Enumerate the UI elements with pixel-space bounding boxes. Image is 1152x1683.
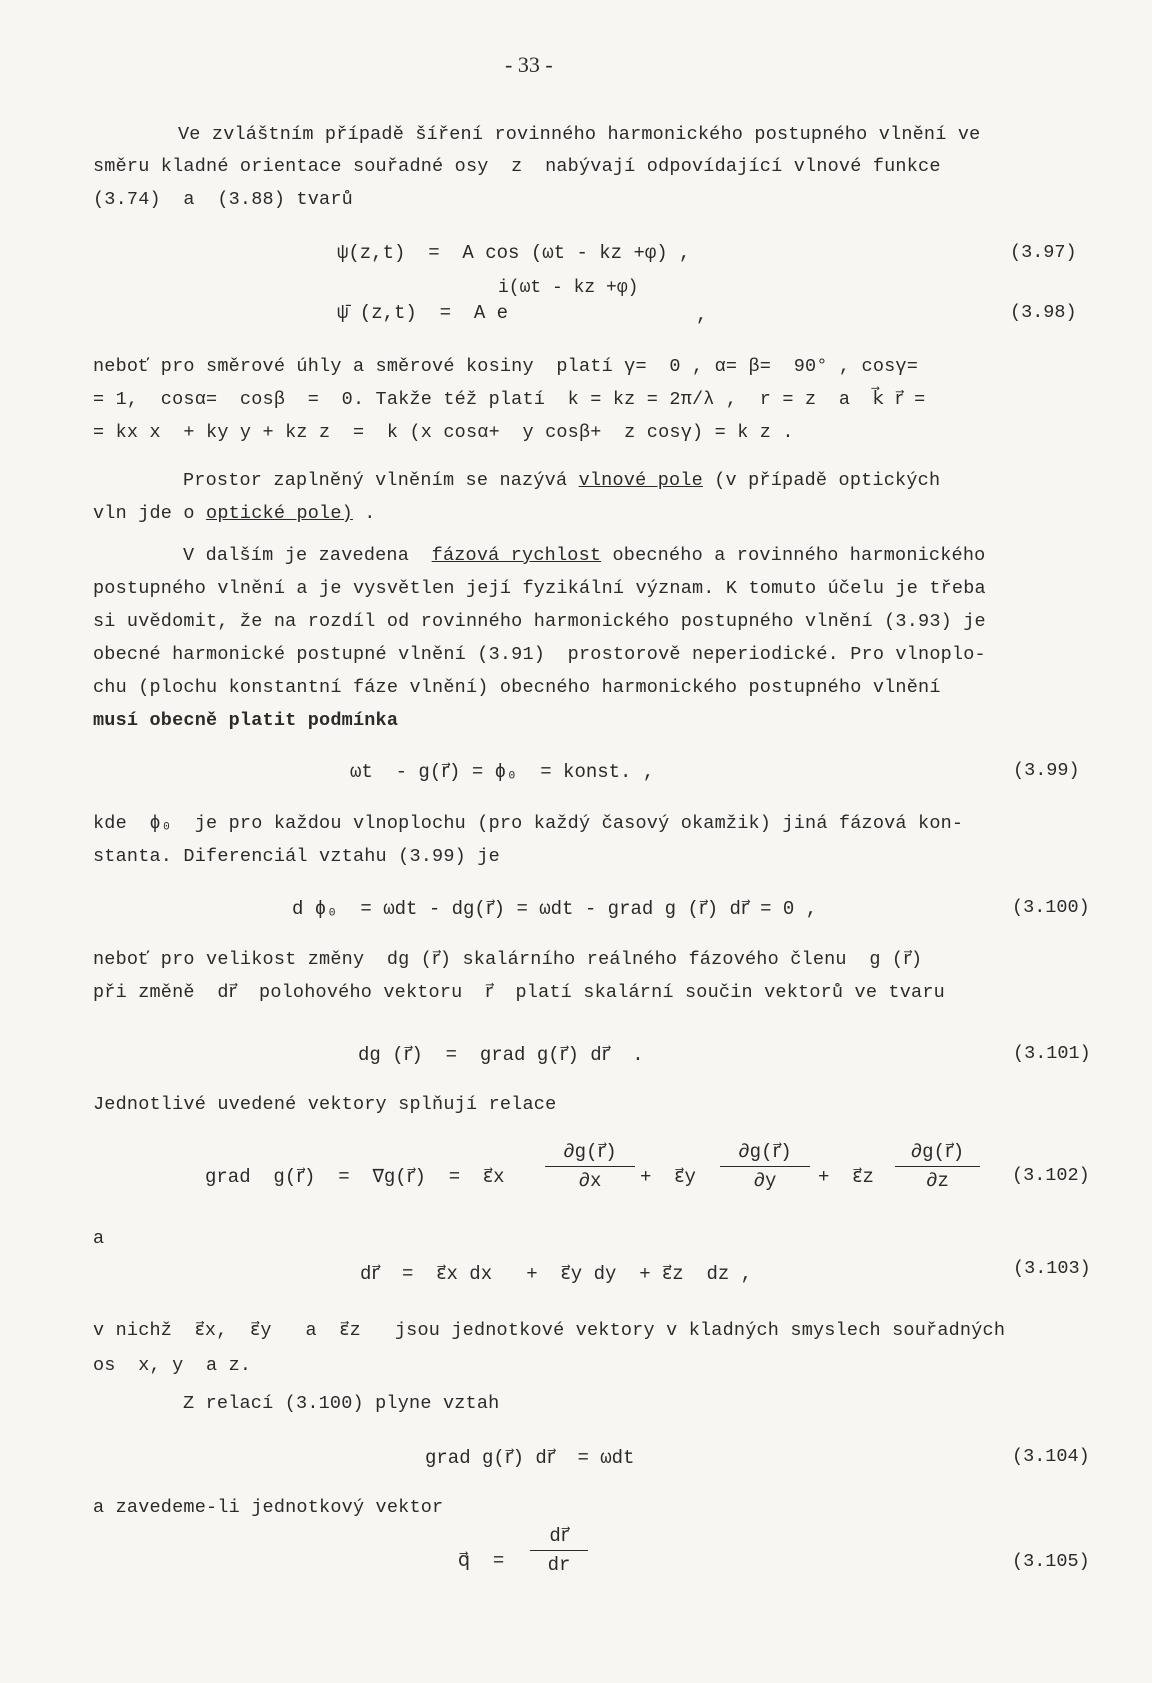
equation-3-102-plus-z: + ε⃗z (818, 1166, 874, 1188)
para10: a zavedeme-li jednotkový vektor (93, 1497, 444, 1518)
term-optical-field: optické pole) (206, 503, 353, 524)
fraction-dg-dx: ∂g(r⃗) ∂x (545, 1140, 635, 1192)
page-number: - 33 - (505, 52, 553, 77)
equation-label-3-97: (3.97) (1010, 242, 1077, 263)
equation-3-102-plus-y: + ε⃗y (640, 1166, 696, 1188)
para5-line2: stanta. Diferenciál vztahu (3.99) je (93, 846, 500, 867)
equation-3-100: d ϕ₀ = ωdt - dg(r⃗) = ωdt - grad g (r⃗) dr⃗ = 0 , (292, 898, 818, 920)
equation-3-105-lhs: q⃗ = (458, 1550, 505, 1572)
para7: Jednotlivé uvedené vektory splňují relace (93, 1094, 557, 1115)
term-wave-field: vlnové pole (578, 470, 703, 491)
fraction-dg-dz: ∂g(r⃗) ∂z (895, 1140, 980, 1192)
equation-label-3-98: (3.98) (1010, 302, 1077, 323)
para3-line2: vln jde o optické pole) . (93, 503, 376, 524)
para4-line1: V dalším je zavedena fázová rychlost obecného a rovinného harmonického (183, 545, 986, 566)
equation-label-3-104: (3.104) (1012, 1446, 1090, 1467)
equation-label-3-102: (3.102) (1012, 1165, 1090, 1186)
para8-line2: os x, y a z. (93, 1355, 252, 1376)
equation-3-99: ωt - g(r⃗) = ϕ₀ = konst. , (350, 761, 655, 783)
equation-label-3-100: (3.100) (1012, 897, 1090, 918)
para1-line1: Ve zvláštním případě šíření rovinného harmonického postupného vlnění ve (178, 124, 981, 145)
equation-3-103: dr⃗ = ε⃗x dx + ε⃗y dy + ε⃗z dz , (360, 1263, 753, 1285)
para6-line1: neboť pro velikost změny dg (r⃗) skalárního reálného fázového členu g (r⃗) (93, 949, 923, 970)
equation-label-3-99: (3.99) (1013, 760, 1080, 781)
equation-3-97: ψ(z,t) = A cos (ωt - kz +φ) , (337, 242, 691, 264)
term-phase-velocity: fázová rychlost (431, 545, 602, 566)
para4-line5: chu (plochu konstantní fáze vlnění) obecného harmonického postupného vlnění (93, 677, 941, 698)
para4-line6: musí obecně platit podmínka (93, 710, 399, 731)
para5-line1: kde ϕ₀ je pro každou vlnoplochu (pro každý časový okamžik) jiná fázová kon- (93, 813, 964, 834)
equation-label-3-101: (3.101) (1013, 1043, 1091, 1064)
equation-3-104: grad g(r⃗) dr⃗ = ωdt (425, 1447, 635, 1469)
equation-label-3-103: (3.103) (1013, 1258, 1091, 1279)
para8-line1: v nichž ε⃗x, ε⃗y a ε⃗z jsou jednotkové vektory v kladných smyslech souřadných (93, 1320, 1006, 1341)
para4-line4: obecné harmonické postupné vlnění (3.91) prostorově neperiodické. Pro vlnoplo- (93, 644, 986, 665)
equation-3-98-exponent: i(ωt - kz +φ) (498, 278, 639, 298)
para9: Z relací (3.100) plyne vztah (183, 1393, 500, 1414)
equation-3-102-lhs: grad g(r⃗) = ∇g(r⃗) = ε⃗x (205, 1166, 505, 1188)
word-a: a (93, 1228, 105, 1249)
equation-label-3-105: (3.105) (1012, 1551, 1090, 1572)
para1-line3: (3.74) a (3.88) tvarů (93, 189, 353, 210)
para4-line2: postupného vlnění a je vysvětlen její fyzikální význam. K tomuto účelu je třeba (93, 578, 986, 599)
equation-3-98-comma: , (696, 304, 708, 326)
para2-line1: neboť pro směrové úhly a směrové kosiny platí γ= 0 , α= β= 90° , cosγ= (93, 356, 919, 377)
equation-3-98: ψ̄ (z,t) = A e (337, 302, 509, 324)
para2-line3: = kx x + ky y + kz z = k (x cosα+ y cosβ+ z cosγ) = k z . (93, 422, 794, 443)
fraction-dg-dy: ∂g(r⃗) ∂y (720, 1140, 810, 1192)
para4-line3: si uvědomit, že na rozdíl od rovinného harmonického postupného vlnění (3.93) je (93, 611, 986, 632)
fraction-dr-over-dr: dr⃗ dr (530, 1524, 588, 1576)
para6-line2: při změně dr⃗ polohového vektoru r⃗ platí skalární součin vektorů ve tvaru (93, 982, 945, 1003)
para1-line2: směru kladné orientace souřadné osy z nabývají odpovídající vlnové funkce (93, 156, 941, 177)
equation-3-101: dg (r⃗) = grad g(r⃗) dr⃗ . (358, 1044, 644, 1066)
para3-line1: Prostor zaplněný vlněním se nazývá vlnové pole (v případě optických (183, 470, 941, 491)
para2-line2: = 1, cosα= cosβ = 0. Takže též platí k = kz = 2π/λ , r = z a k⃗ r⃗ = (93, 389, 926, 410)
